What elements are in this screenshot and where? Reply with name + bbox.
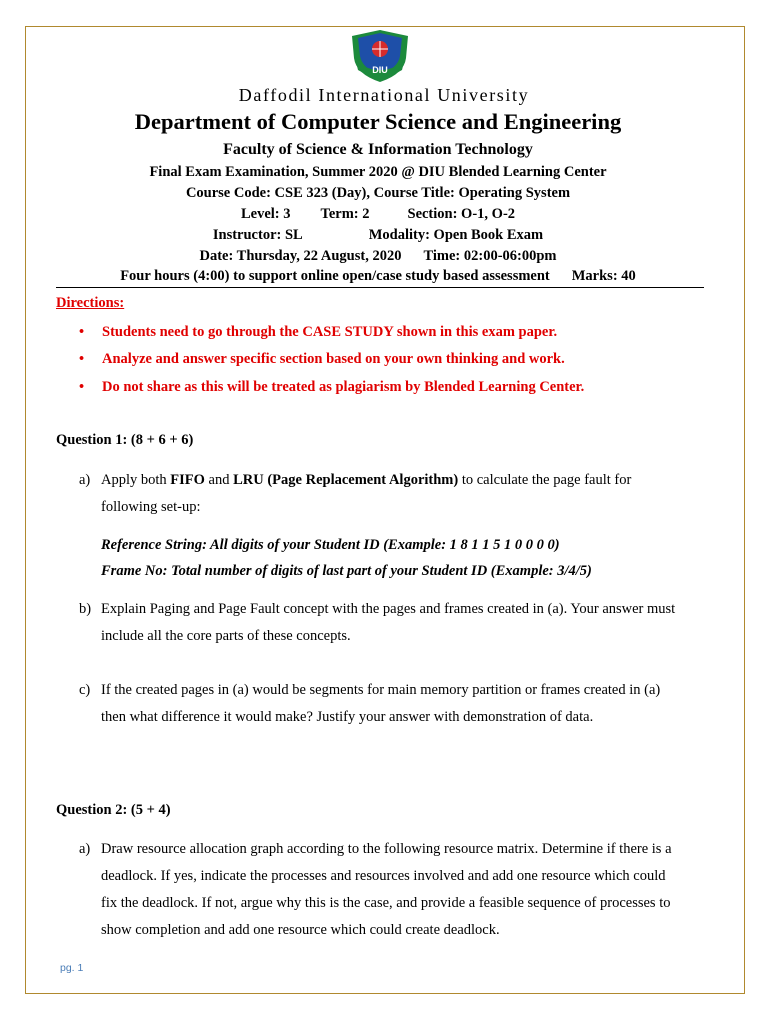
question-1c: c) If the created pages in (a) would be segments for main memory partition or frames created in (a) then what difference it would make? Justify your answer with demonstration of data.	[101, 677, 660, 731]
question-1b: b) Explain Paging and Page Fault concept with the pages and frames created in (a). Your answer must include all the core parts of these concepts.	[101, 596, 675, 650]
department-title: Department of Computer Science and Engineering	[134, 109, 622, 134]
part-label: a)	[79, 472, 91, 488]
bullet-icon: •	[79, 351, 85, 367]
instructor-modality	[0, 227, 756, 244]
question-1a: a) Apply both FIFO and LRU (Page Replacement Algorithm) to calculate the page fault for following set-up:	[101, 467, 631, 521]
university-logo	[346, 28, 414, 84]
instructor: Instructor: SL	[212, 227, 303, 243]
university-name: Daffodil International University	[238, 85, 530, 105]
direction-item: • Students need to go through the CASE STUDY shown in this exam paper.	[79, 324, 558, 340]
part-label: a)	[79, 841, 91, 857]
header-divider	[56, 287, 704, 288]
modality: Modality: Open Book Exam	[368, 227, 544, 243]
exam-title: Final Exam Examination, Summer 2020 @ DIU Blended Learning Center	[149, 164, 607, 180]
reference-string: Reference String: All digits of your Student ID (Example: 1 8 1 1 5 1 0 0 0 0)	[101, 537, 560, 553]
svg-text:DIU: DIU	[372, 65, 388, 75]
direction-item: • Analyze and answer specific section based on your own thinking and work.	[79, 351, 565, 367]
duration: Four hours (4:00) to support online open/case study based assessment	[120, 268, 550, 284]
faculty-title: Faculty of Science & Information Technology	[223, 141, 533, 158]
question-1-title: Question 1: (8 + 6 + 6)	[56, 432, 194, 448]
term: Term: 2	[320, 206, 370, 222]
course-info: Course Code: CSE 323 (Day), Course Title: Operating System	[185, 185, 571, 201]
bullet-icon: •	[79, 324, 85, 340]
exam-time: Time: 02:00-06:00pm	[423, 248, 557, 264]
date-time	[0, 248, 756, 265]
level: Level: 3	[240, 206, 291, 222]
question-2-title: Question 2: (5 + 4)	[56, 802, 171, 818]
directions-heading: Directions:	[56, 295, 125, 311]
section: Section: O-1, O-2	[407, 206, 516, 222]
direction-item: • Do not share as this will be treated as plagiarism by Blended Learning Center.	[79, 379, 585, 395]
frame-number: Frame No: Total number of digits of last part of your Student ID (Example: 3/4/5)	[101, 563, 592, 579]
page-number: pg. 1	[60, 962, 84, 974]
bullet-icon: •	[79, 379, 85, 395]
level-term-section	[0, 206, 756, 223]
part-label: b)	[79, 601, 92, 617]
duration-marks	[0, 268, 756, 285]
marks: Marks: 40	[571, 268, 636, 284]
question-2a: a) Draw resource allocation graph according to the following resource matrix. Determine if there is a deadlock. If yes, indicate the processes and resources involved and add one resource which could fix the deadlock. If not, argue why this is the case, and provide a feasible sequence of processes to show completion and add one resource which could create deadlock.	[101, 836, 672, 944]
part-label: c)	[79, 682, 91, 698]
exam-date: Date: Thursday, 22 August, 2020	[199, 248, 402, 264]
